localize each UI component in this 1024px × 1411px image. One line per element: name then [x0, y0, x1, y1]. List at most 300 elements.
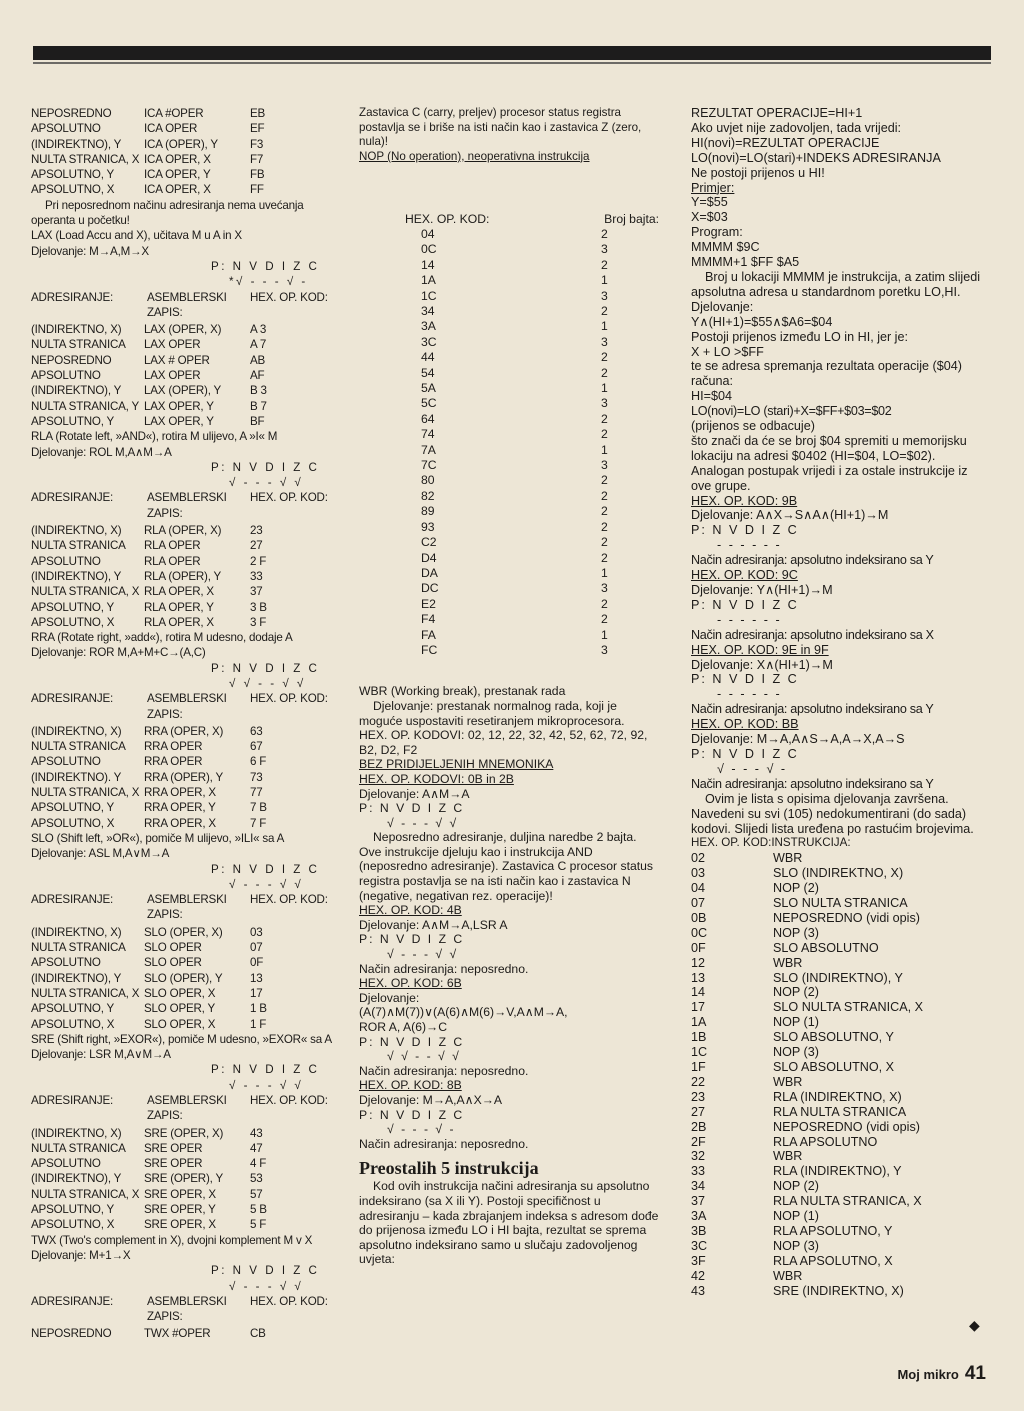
magazine-name: Moj mikro: [897, 1367, 959, 1382]
group-code: HEX. OP. KOD: 9E in 9F: [691, 642, 829, 657]
table-cell: ICA #OPER: [144, 107, 204, 120]
table-cell: APSOLUTNO, X: [31, 615, 115, 629]
list-item: [691, 896, 991, 911]
list-instruction: RLA NULTA STRANICA, X: [773, 1194, 922, 1209]
group-mode: Način adresiranja: apsolutno indeksirano sa Y: [691, 553, 934, 568]
table-cell: SRE (OPER), Y: [144, 1172, 224, 1186]
table-cell: (INDIREKTNO, X): [31, 724, 122, 738]
hex-code: E2: [421, 596, 436, 611]
group-code: HEX. OP. KOD: 9B: [691, 493, 798, 508]
c3-line-06: Primjer:: [691, 180, 735, 195]
block-operation: Djelovanje: LSR M,A∨M→A: [31, 1048, 171, 1062]
wbr-codes: HEX. OP. KODOVI: 02, 12, 22, 32, 42, 52, 62, 72, 92, B2, D2, F2: [359, 728, 648, 757]
table-cell: 7 F: [250, 816, 267, 830]
op-6b-3: ROR A, A(6)→C: [359, 1020, 448, 1034]
byte-count: 2: [601, 612, 608, 627]
table-row: [359, 473, 659, 488]
list-instruction: SLO (INDIREKTNO, X): [773, 866, 904, 881]
list-code: 2B: [691, 1119, 707, 1134]
table-cell: APSOLUTNO, Y: [31, 801, 115, 815]
op-6b-1: Djelovanje:: [359, 990, 420, 1005]
group-operation: Djelovanje: M→A,A∧S→A,A→X,A→S: [691, 732, 905, 747]
flags-8b: P: N V D I Z C: [359, 1107, 465, 1122]
end-mark-icon: ◆: [969, 1317, 980, 1333]
byte-count: 2: [601, 473, 608, 488]
byte-count: 2: [601, 304, 608, 318]
table-cell: ICA OPER: [144, 122, 198, 136]
hex-code: 64: [421, 411, 435, 426]
table-cell: 07: [250, 941, 263, 955]
list-code: 27: [691, 1104, 706, 1119]
table-cell: CB: [250, 1327, 266, 1341]
table-row: [31, 353, 336, 368]
table-row: [31, 816, 336, 831]
list-code: 33: [691, 1164, 706, 1179]
header-cell: ADRESIRANJE:: [31, 692, 113, 706]
group-operation: Djelovanje: A∧X→S∧A∧(HI+1)→M: [691, 508, 889, 523]
header-cell: ADRESIRANJE:: [31, 491, 113, 505]
table-cell: 57: [250, 1187, 263, 1201]
table-cell: LAX (OPER, X): [144, 323, 222, 337]
flag-names: P: N V D I Z C: [211, 259, 320, 273]
table-row: [359, 504, 659, 519]
flag-marks: √ - - - √ √: [229, 1279, 304, 1293]
section-heading: Preostalih 5 instrukcija: [359, 1158, 539, 1179]
list-code: 0F: [691, 940, 706, 955]
table-row: [359, 597, 659, 612]
header-cell: ASEMBLERSKI ZAPIS:: [147, 1094, 227, 1123]
code-8b: HEX. OP. KOD: 8B: [359, 1078, 462, 1093]
c3-line-15: HI=$04: [691, 389, 732, 404]
table-cell: SLO OPER: [144, 956, 202, 970]
table-cell: RRA OPER, X: [144, 786, 216, 800]
header-cell: ADRESIRANJE:: [31, 1294, 113, 1308]
table-cell: (INDIREKTNO), Y: [31, 971, 122, 985]
header-cell: HEX. OP. KOD:: [250, 893, 328, 907]
list-instruction: RLA (INDIREKTNO, X): [773, 1089, 902, 1104]
table-cell: 5 F: [250, 1218, 267, 1232]
top-rule: [33, 46, 991, 60]
table-cell: 7 B: [250, 801, 267, 815]
group-mode: Način adresiranja: apsolutno indeksirano sa X: [691, 627, 934, 642]
table-cell: 13: [250, 971, 263, 985]
list-instruction: WBR: [773, 1268, 803, 1283]
table-cell: SRE (OPER, X): [144, 1126, 224, 1140]
list-item: [691, 851, 991, 866]
table-row: [31, 1326, 336, 1341]
marks-6b: √ √ - - √ √: [387, 1049, 461, 1064]
table-cell: 23: [250, 524, 263, 538]
table-cell: APSOLUTNO, X: [31, 183, 115, 197]
table-row: [31, 554, 336, 569]
table-cell: APSOLUTNO, Y: [31, 414, 115, 428]
bez-marks: √ - - - √ √: [387, 815, 459, 830]
mode-6b: Način adresiranja: neposredno.: [359, 1063, 529, 1078]
op-6b-2: (A(7)∧M(7))∨(A(6)∧M(6)→V,A∧M→A,: [359, 1005, 568, 1020]
block-operation: Djelovanje: M+1→X: [31, 1248, 131, 1262]
table-cell: A 3: [250, 323, 267, 337]
byte-count: 3: [601, 242, 608, 257]
hex-table-header: HEX. OP. KOD: Broj bajta:: [405, 212, 659, 227]
list-code: 17: [691, 1000, 706, 1015]
group-operation: Djelovanje: Y∧(HI+1)→M: [691, 583, 833, 597]
table-row: [31, 121, 336, 136]
opcode-groups: [691, 494, 991, 792]
block-title: LAX (Load Accu and X), učitava M u A in X: [31, 229, 242, 243]
table-cell: BF: [250, 414, 265, 428]
list-item: [691, 1030, 991, 1045]
table-cell: 2 F: [250, 554, 267, 568]
table-cell: RLA OPER, Y: [144, 600, 214, 614]
list-code: 03: [691, 866, 706, 881]
byte-count: 3: [601, 458, 608, 473]
table-cell: LAX OPER, Y: [144, 399, 214, 413]
block-operation: Djelovanje: ROL M,A∧M→A: [31, 445, 172, 459]
wbr-text: Djelovanje: prestanak normalnog rada, koji je moguće uspostaviti resetiranjem mikroprocesora.: [359, 698, 625, 728]
table-row: [31, 754, 336, 769]
c3-para-3: što znači da će se broj $04 spremiti u memorijsku lokaciju na adresi $0402 (HI=$04, LO=$02). Analogan postupak vrijedi i za ostale instrukcije iz ove grupe.: [691, 433, 968, 493]
table-cell: B 7: [250, 399, 267, 413]
byte-count: 3: [601, 288, 608, 303]
list-code: 13: [691, 970, 706, 985]
byte-count: 2: [601, 365, 608, 380]
table-cell: TWX #OPER: [144, 1327, 211, 1341]
table-cell: 77: [250, 786, 263, 800]
list-item: [691, 1194, 991, 1209]
hex-code: DC: [421, 581, 439, 596]
hex-code: 74: [421, 427, 435, 442]
table-cell: RRA OPER: [144, 740, 203, 754]
list-instruction: RLA APSOLUTNO: [773, 1134, 878, 1149]
table-cell: ICA (OPER), Y: [144, 137, 218, 151]
table-row: [31, 569, 336, 584]
c3-line-12: Y∧(HI+1)=$55∧$A6=$04: [691, 314, 833, 329]
flag-names: P: N V D I Z C: [211, 661, 320, 675]
header-cell: ADRESIRANJE:: [31, 1094, 113, 1107]
list-instruction: WBR: [773, 1074, 803, 1089]
header-cell: ASEMBLERSKI ZAPIS:: [147, 893, 227, 922]
table-row: [359, 242, 659, 257]
table-row: [31, 1017, 336, 1032]
table-cell: (INDIREKTNO, X): [31, 1126, 122, 1140]
list-item: [691, 1120, 991, 1135]
list-item: [691, 971, 991, 986]
table-row: [31, 538, 336, 553]
list-item: [691, 1090, 991, 1105]
code-6b: HEX. OP. KOD: 6B: [359, 976, 462, 991]
table-row: [31, 925, 336, 940]
table-row: [359, 319, 659, 334]
table-row: [31, 152, 336, 167]
table-cell: SRE OPER, X: [144, 1218, 216, 1232]
c3-line-03: HI(novi)=REZULTAT OPERACIJE: [691, 135, 880, 150]
table-row: [359, 396, 659, 411]
table-cell: NULTA STRANICA: [31, 941, 126, 955]
list-code: 34: [691, 1179, 706, 1194]
list-instruction: NEPOSREDNO (vidi opis): [773, 1119, 920, 1134]
flag-marks: √ - - - √ √: [229, 877, 304, 891]
table-row: [359, 304, 659, 319]
table-cell: NULTA STRANICA, X: [31, 152, 140, 166]
table-row: [359, 458, 659, 473]
bez-flags: P: N V D I Z C: [359, 801, 465, 816]
flag-marks: √ √ - - √ √: [229, 676, 306, 690]
byte-count: 1: [601, 442, 608, 457]
op-4b: Djelovanje: A∧M→A,LSR A: [359, 917, 508, 932]
table-row: [359, 289, 659, 304]
table-row: [31, 739, 336, 754]
table-row: [31, 785, 336, 800]
table-row: [359, 335, 659, 350]
group-marks: - - - - - -: [717, 538, 782, 553]
flag-names: P: N V D I Z C: [211, 1063, 320, 1077]
block-title: TWX (Two's complement in X), dvojni komplement M v X: [31, 1233, 313, 1247]
list-item: [691, 1239, 991, 1254]
list-code: 23: [691, 1089, 706, 1104]
byte-count: 1: [601, 319, 608, 334]
group-flags: P: N V D I Z C: [691, 746, 799, 761]
list-instruction: NOP (1): [773, 1209, 819, 1224]
code-4b: HEX. OP. KOD: 4B: [359, 903, 462, 918]
table-cell: (INDIREKTNO), Y: [31, 137, 122, 151]
list-item: [691, 1015, 991, 1030]
flags-6b: P: N V D I Z C: [359, 1034, 465, 1049]
block-title: RRA (Rotate right, »add«), rotira M udesno, dodaje A: [31, 631, 293, 645]
list-code: 12: [691, 955, 706, 970]
table-cell: SRE OPER: [144, 1141, 203, 1155]
c3-line-16: LO(novi)=LO (stari)+X=$FF+$03=$02: [691, 404, 892, 419]
table-cell: 5 B: [250, 1203, 267, 1217]
block-title: SRE (Shift right, »EXOR«), pomiče M udesno, »EXOR« sa A: [31, 1032, 332, 1046]
c3-line-10: MMMM $9C: [691, 240, 760, 255]
list-item: [691, 956, 991, 971]
c3-line-14: X + LO >$FF: [691, 344, 764, 359]
list-code: 14: [691, 985, 706, 1000]
list-instruction: NOP (3): [773, 1238, 819, 1253]
block-header: [31, 290, 336, 321]
table-cell: LAX OPER: [144, 369, 201, 383]
block-operation: Djelovanje: ROR M,A+M+C→(A,C): [31, 646, 206, 660]
list-item: [691, 1149, 991, 1164]
list-code: 1B: [691, 1030, 707, 1045]
carry-note: Zastavica C (carry, preljev) procesor status registra postavlja se i briše na isti način kao i zastavica Z (zero, nula)!: [359, 106, 642, 149]
table-row: [359, 643, 659, 658]
hex-code: 89: [421, 504, 435, 519]
list-instruction: WBR: [773, 955, 803, 970]
hex-code: 80: [421, 473, 435, 488]
group-marks: - - - - - -: [717, 612, 782, 627]
list-instruction: SRE (INDIREKTNO, X): [773, 1283, 904, 1298]
table-row: [31, 1217, 336, 1232]
list-item: [691, 1060, 991, 1075]
hex-code: 5A: [421, 381, 436, 396]
table-row: [31, 368, 336, 383]
table-row: [31, 523, 336, 538]
table-cell: SLO OPER: [144, 941, 202, 955]
table-cell: F7: [250, 152, 264, 166]
group-code: HEX. OP. KOD: 9C: [691, 568, 798, 583]
header-cell: ASEMBLERSKI ZAPIS:: [147, 491, 227, 520]
table-cell: 63: [250, 724, 263, 738]
list-item: [691, 985, 991, 1000]
table-cell: EB: [250, 107, 266, 120]
c3-line-04: LO(novi)=LO(stari)+INDEKS ADRESIRANJA: [691, 150, 941, 165]
group-mode: Način adresiranja: apsolutno indeksirano sa Y: [691, 776, 934, 791]
table-cell: SRE OPER, X: [144, 1187, 216, 1201]
flag-marks: √ - - - √ √: [229, 1078, 304, 1092]
byte-count: 2: [601, 535, 608, 550]
flag-marks: √ - - - √ √: [229, 476, 304, 490]
list-item: [691, 1269, 991, 1284]
byte-count: 3: [601, 396, 608, 411]
instruction-blocks: [31, 228, 336, 1341]
hex-code: 7C: [421, 458, 437, 473]
table-cell: LAX # OPER: [144, 353, 210, 367]
list-code: 0C: [691, 925, 708, 940]
list-instruction: SLO NULTA STRANICA, X: [773, 1000, 923, 1015]
list-code: 07: [691, 896, 706, 911]
byte-count: 2: [601, 257, 608, 272]
header-cell: ASEMBLERSKI ZAPIS:: [147, 692, 227, 721]
table-cell: 33: [250, 569, 263, 583]
block-header: [31, 892, 336, 923]
list-code: 02: [691, 851, 706, 866]
table-cell: AF: [250, 369, 265, 383]
list-code: 2F: [691, 1134, 706, 1149]
table-row: [31, 106, 336, 121]
list-instruction: NOP (1): [773, 1015, 819, 1030]
table-cell: 1 F: [250, 1017, 267, 1031]
list-item: [691, 941, 991, 956]
bez-op: Djelovanje: A∧M→A: [359, 786, 470, 801]
table-cell: RLA (OPER, X): [144, 524, 222, 538]
table-row: [31, 182, 336, 197]
list-item: [691, 926, 991, 941]
table-cell: 3 B: [250, 600, 267, 614]
group-flags: P: N V D I Z C: [691, 523, 799, 538]
nop-line: NOP (No operation), neoperativna instrukcija: [359, 149, 590, 163]
bez-codes: HEX. OP. KODOVI: 0B in 2B: [359, 771, 514, 786]
list-instruction: SLO (INDIREKTNO), Y: [773, 970, 903, 985]
table-row: [31, 383, 336, 398]
table-row: [359, 273, 659, 288]
hex-code: FC: [421, 642, 438, 657]
table-cell: APSOLUTNO, Y: [31, 1203, 115, 1217]
list-item: [691, 1284, 991, 1299]
hex-code: D4: [421, 550, 437, 565]
block-header: [31, 1294, 336, 1325]
table-cell: RRA OPER, Y: [144, 801, 216, 815]
hex-code: DA: [421, 565, 438, 580]
table-cell: RRA (OPER), Y: [144, 770, 224, 784]
group-marks: √ - - - √ -: [717, 761, 788, 776]
list-item: [691, 1254, 991, 1269]
mode-8b: Način adresiranja: neposredno.: [359, 1136, 529, 1151]
hex-table: [359, 227, 659, 658]
table-row: [359, 566, 659, 581]
table-cell: NULTA STRANICA, X: [31, 1187, 140, 1201]
table-row: [359, 489, 659, 504]
c3-para-4: Ovim je lista s opisima djelovanja završena. Navedeni su svi (105) nedokumentirani (do sada) kodovi. Slijedi lista uređena po rastućim brojevima.: [691, 791, 974, 836]
table-cell: 37: [250, 585, 263, 599]
list-code: 0B: [691, 910, 707, 925]
list-instruction: NOP (3): [773, 1045, 819, 1060]
table-row: [31, 584, 336, 599]
table-cell: SLO OPER, X: [144, 1017, 216, 1031]
list-instruction: SLO ABSOLUTNO, Y: [773, 1030, 894, 1045]
table-cell: 3 F: [250, 615, 267, 629]
table-cell: (INDIREKTNO, X): [31, 323, 122, 337]
table-cell: NULTA STRANICA, Y: [31, 399, 140, 413]
table-cell: FB: [250, 168, 265, 182]
table-cell: APSOLUTNO, X: [31, 1017, 115, 1031]
table-cell: SLO (OPER), Y: [144, 971, 223, 985]
block-header: [31, 490, 336, 521]
header-cell: HEX. OP. KOD:: [250, 1094, 328, 1107]
header-cell: HEX. OP. KOD:: [250, 491, 328, 505]
list-instruction: RLA APSOLUTNO, X: [773, 1253, 893, 1268]
c3-line-07: Y=$55: [691, 195, 728, 210]
byte-count: 2: [601, 411, 608, 426]
list-instruction: NEPOSREDNO (vidi opis): [773, 910, 920, 925]
byte-count: 2: [601, 519, 608, 534]
table-cell: APSOLUTNO: [31, 956, 101, 970]
table-cell: APSOLUTNO, Y: [31, 600, 115, 614]
table-row: [31, 1141, 336, 1156]
page-number: 41: [964, 1363, 986, 1384]
flags-4b: P: N V D I Z C: [359, 932, 465, 947]
block-operation: Djelovanje: M→A,M→X: [31, 244, 149, 258]
hex-code: 14: [421, 257, 435, 272]
table-cell: 03: [250, 925, 263, 939]
header-cell: ASEMBLERSKI ZAPIS:: [147, 1294, 227, 1324]
list-instruction: NOP (3): [773, 925, 819, 940]
table-row: [359, 258, 659, 273]
table-cell: ICA OPER, X: [144, 183, 211, 197]
table-row: [31, 1001, 336, 1016]
table-row: [31, 1171, 336, 1186]
hex-code: 3A: [421, 319, 436, 334]
table-cell: NEPOSREDNO: [31, 353, 112, 367]
list-item: [691, 1179, 991, 1194]
table-row: [359, 551, 659, 566]
table-row: [31, 137, 336, 152]
table-cell: (INDIREKTNO), Y: [31, 384, 122, 398]
list-instruction: SLO NULTA STRANICA: [773, 896, 908, 911]
table-row: [359, 443, 659, 458]
table-cell: 4 F: [250, 1157, 267, 1171]
byte-count: 3: [601, 581, 608, 596]
list-item: [691, 1105, 991, 1120]
table-row: [359, 581, 659, 596]
table-cell: RRA OPER: [144, 755, 203, 769]
hex-code: 1C: [421, 288, 437, 303]
table-row: [31, 940, 336, 955]
table-cell: RLA OPER: [144, 539, 201, 553]
hex-code: 1A: [421, 273, 436, 288]
hex-code: 93: [421, 519, 435, 534]
table-cell: AB: [250, 353, 266, 367]
list-instruction: NOP (2): [773, 1179, 819, 1194]
list-code: 3C: [691, 1238, 708, 1253]
table-cell: (INDIREKTNO, X): [31, 524, 122, 538]
list-code: 3F: [691, 1253, 706, 1268]
table-cell: APSOLUTNO: [31, 122, 101, 136]
hex-code: 34: [421, 304, 435, 318]
list-item: [691, 881, 991, 896]
byte-count: 2: [601, 488, 608, 503]
c3-para-1: Broj u lokaciji MMMM je instrukcija, a zatim slijedi apsolutna adresa u standardnom poretku LO,HI. Djelovanje:: [691, 269, 981, 314]
